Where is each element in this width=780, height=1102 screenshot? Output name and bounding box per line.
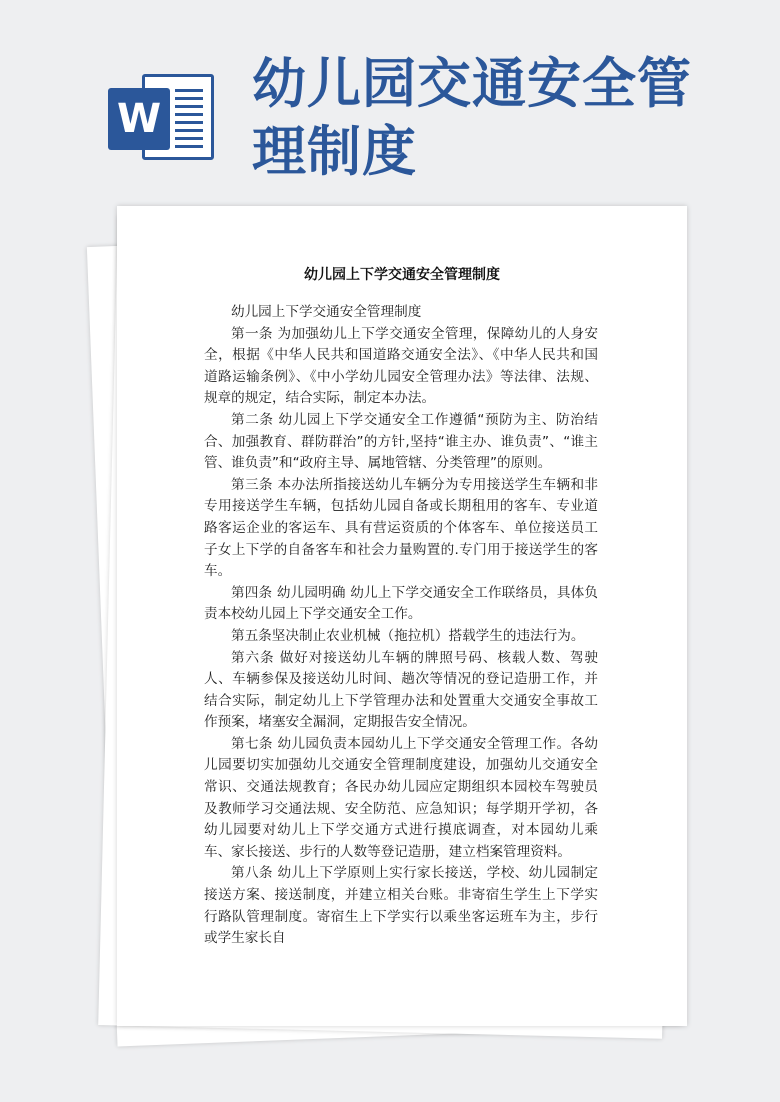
document-title: 幼儿园上下学交通安全管理制度 xyxy=(304,267,500,283)
paragraph: 第三条 本办法所指接送幼儿车辆分为专用接送学生车辆和非专用接送学生车辆，包括幼儿园自备或长期租用的客车、专业道路客运企业的客运车、具有营运资质的个体客车、单位接送员工子女上下学的自备客车和社会力量购置的.专门用于接送学生的客车。 xyxy=(204,476,598,580)
paragraph: 第二条 幼儿园上下学交通安全工作遵循“预防为主、防治结合、加强教育、群防群治”的方针,坚持“谁主办、谁负责”、“谁主管、谁负责”和“政府主导、属地管辖、分类管理”的原则。 xyxy=(204,411,598,472)
paragraph: 第一条 为加强幼儿上下学交通安全管理，保障幼儿的人身安全，根据《中华人民共和国道路交通安全法》、《中华人民共和国道路运输条例》、《中小学幼儿园安全管理办法》等法律、法规、规章的规定，结合实际，制定本办法。 xyxy=(204,325,598,407)
banner xyxy=(0,0,780,200)
paragraph: 第八条 幼儿上下学原则上实行家长接送，学校、幼儿园制定接送方案、接送制度，并建立相关台账。非寄宿生学生上下学实行路队管理制度。寄宿生上下学实行以乘坐客运班车为主，步行或学生家长自 xyxy=(204,865,598,947)
page-title: 幼儿园交通安全管理制度 xyxy=(252,52,692,183)
paragraph: 第五条坚决制止农业机械（拖拉机）搭载学生的违法行为。 xyxy=(231,627,585,644)
word-document-icon xyxy=(108,66,218,162)
paragraph: 第七条 幼儿园负责本园幼儿上下学交通安全管理工作。各幼儿园要切实加强幼儿交通安全管理制度建设，加强幼儿交通安全常识、交通法规教育；各民办幼儿园应定期组织本园校车驾驶员及教师学习交通法规、安全防范、应急知识；每学期开学初，各幼儿园要对幼儿上下学交通方式进行摸底调查，对本园幼儿乘车、家长接送、步行的人数等登记造册，建立档案管理资料。 xyxy=(204,735,598,860)
word-letter-icon: W xyxy=(108,88,170,150)
paragraph: 第四条 幼儿园明确 幼儿上下学交通安全工作联络员，具体负责本校幼儿园上下学交通安全工作。 xyxy=(204,584,598,623)
paragraph: 幼儿园上下学交通安全管理制度 xyxy=(231,304,422,320)
document-body xyxy=(204,302,598,947)
paragraph: 第六条 做好对接送幼儿车辆的牌照号码、核载人数、驾驶人、车辆参保及接送幼儿时间、趟次等情况的登记造册工作，并结合实际，制定幼儿上下学管理办法和处置重大交通安全事故工作预案，堵塞安全漏洞，定期报告安全情况。 xyxy=(204,649,598,731)
